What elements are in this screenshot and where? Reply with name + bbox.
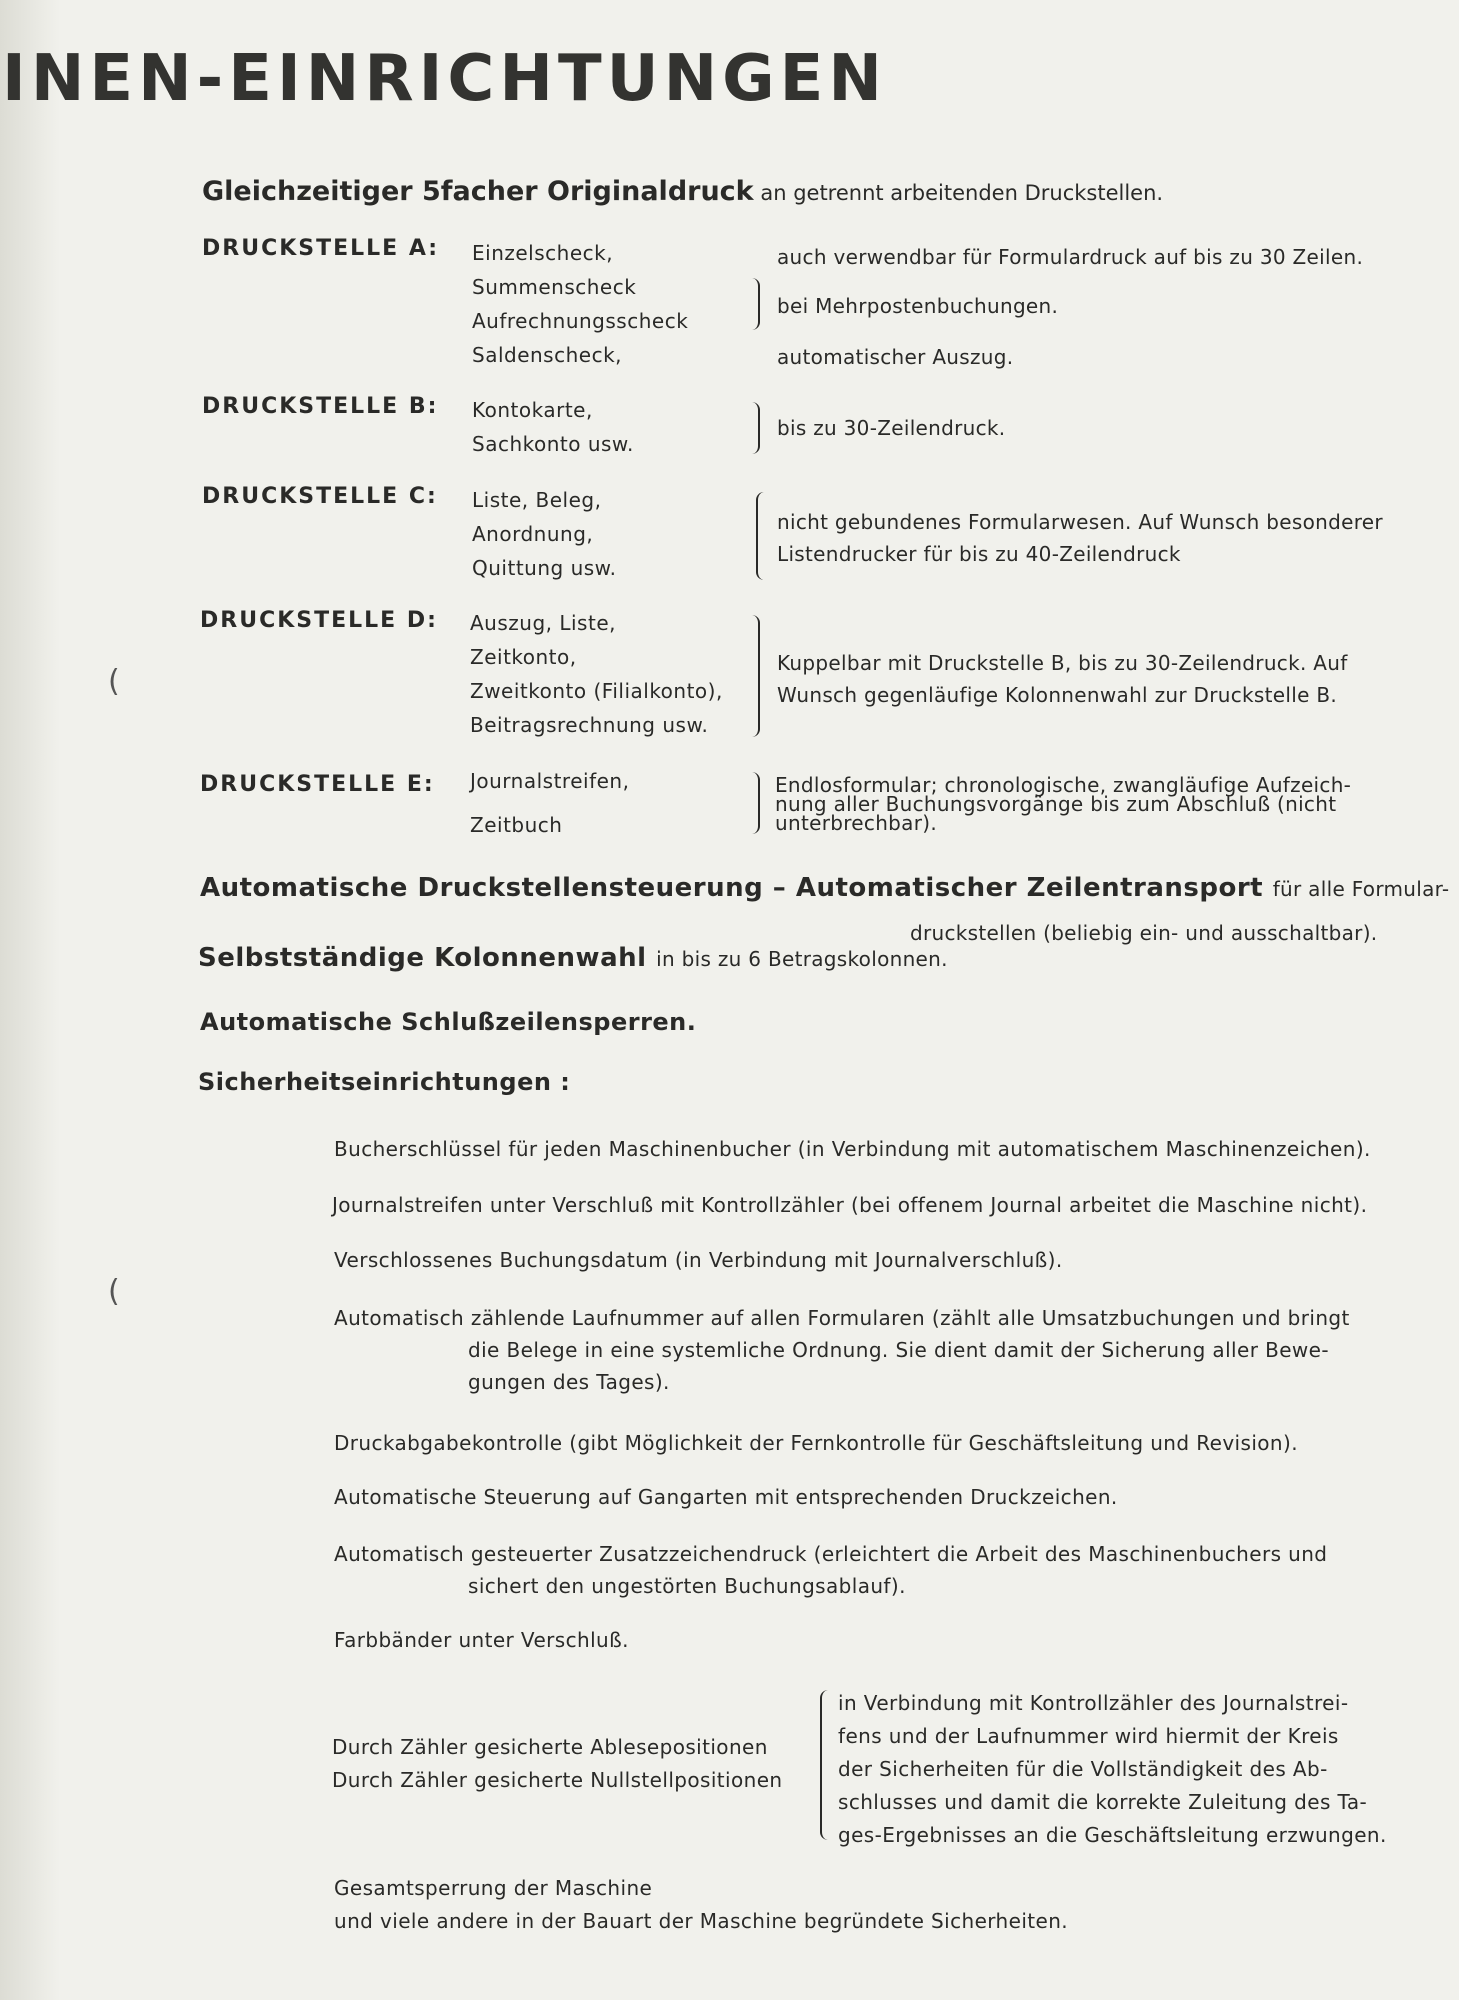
brace <box>756 492 768 580</box>
zaehler-ablese: Durch Zähler gesicherte Ablesepositionen <box>332 1735 768 1759</box>
auto-steuerung-rest2: druckstellen (beliebig ein- und ausschaltbar). <box>910 921 1378 945</box>
sicherheit-item-8: Farbbänder unter Verschluß. <box>334 1628 629 1652</box>
list-item: Kontokarte, <box>472 398 593 422</box>
sicherheit-item-5: Druckabgabekontrolle (gibt Möglichkeit der Fernkontrolle für Geschäftsleitung und Revision). <box>334 1431 1298 1455</box>
sicherheit-item-7b: sichert den ungestörten Buchungsablauf). <box>468 1574 906 1598</box>
kolonnenwahl-line <box>198 943 948 973</box>
list-item: Auszug, Liste, <box>470 611 616 635</box>
note-line: ges-Ergebnisses an die Geschäftsleitung erzwungen. <box>838 1823 1387 1847</box>
druckstelle-a-note-1: auch verwendbar für Formulardruck auf bis zu 30 Zeilen. <box>777 245 1364 269</box>
list-item: Zeitbuch <box>470 813 563 837</box>
sicherheit-item-6: Automatische Steuerung auf Gangarten mit entsprechenden Druckzeichen. <box>334 1485 1118 1509</box>
list-item: Beitragsrechnung usw. <box>470 713 709 737</box>
kolonnenwahl-rest: in bis zu 6 Betragskolonnen. <box>656 947 948 971</box>
note-line: nung aller Buchungsvorgänge bis zum Abschluß (nicht <box>775 792 1337 816</box>
list-item: Einzelscheck, <box>472 241 614 265</box>
druckstelle-d-items <box>470 606 723 742</box>
druckstelle-d-note-2: Wunsch gegenläufige Kolonnenwahl zur Druckstelle B. <box>777 683 1338 707</box>
druckstelle-d-note-1: Kuppelbar mit Druckstelle B, bis zu 30-Zeilendruck. Auf <box>777 651 1348 675</box>
druckstelle-b-label: DRUCKSTELLE B: <box>202 394 439 419</box>
zaehler-notes <box>838 1687 1387 1852</box>
zaehler-nullstell: Durch Zähler gesicherte Nullstellpositionen <box>332 1768 783 1792</box>
druckstelle-b-items <box>472 393 634 461</box>
sicherheit-item-3: Verschlossenes Buchungsdatum (in Verbindung mit Journalverschluß). <box>334 1248 1063 1272</box>
sicherheit-item-4a: Automatisch zählende Laufnummer auf allen Formularen (zählt alle Umsatzbuchungen und bringt <box>334 1306 1350 1330</box>
brace <box>748 278 760 330</box>
list-item: Saldenscheck, <box>472 343 623 367</box>
sicherheit-item-4b: die Belege in eine systemliche Ordnung. Sie dient damit der Sicherung aller Bewe- <box>468 1338 1329 1362</box>
sicherheit-item-2: Journalstreifen unter Verschluß mit Kontrollzähler (bei offenem Journal arbeitet die Maschine nicht). <box>332 1193 1368 1217</box>
brace <box>820 1690 832 1840</box>
note-line: in Verbindung mit Kontrollzähler des Journalstrei- <box>838 1691 1349 1715</box>
intro-bold: Gleichzeitiger 5facher Originaldruck <box>202 176 754 207</box>
list-item: Liste, Beleg, <box>472 488 602 512</box>
druckstelle-c-note-1: nicht gebundenes Formularwesen. Auf Wunsch besonderer <box>777 510 1383 534</box>
page-title: INEN-EINRICHTUNGEN <box>2 42 887 116</box>
intro-line <box>202 176 1163 207</box>
druckstelle-b-note: bis zu 30-Zeilendruck. <box>777 416 1006 440</box>
list-item: Anordnung, <box>472 522 594 546</box>
druckstelle-a-items <box>472 236 688 372</box>
druckstelle-c-note-2: Listendrucker für bis zu 40-Zeilendruck <box>777 542 1181 566</box>
auto-steuerung-bold: Automatische Druckstellensteuerung – Automatischer Zeilentransport <box>200 873 1264 903</box>
andere-sicherheiten: und viele andere in der Bauart der Maschine begründete Sicherheiten. <box>334 1909 1069 1933</box>
note-line: Endlosformular; chronologische, zwangläufige Aufzeich- <box>775 773 1352 797</box>
auto-steuerung-rest1: für alle Formular- <box>1272 877 1450 901</box>
druckstelle-a-note-3: automatischer Auszug. <box>777 345 1014 369</box>
paper-mark: ( <box>108 664 120 699</box>
gesamtsperrung: Gesamtsperrung der Maschine <box>334 1876 653 1900</box>
page-edge-shadow <box>0 0 60 2000</box>
paper-mark: ( <box>108 1274 120 1309</box>
note-line: unterbrechbar). <box>775 811 938 835</box>
druckstelle-c-label: DRUCKSTELLE C: <box>202 484 438 509</box>
auto-steuerung-line <box>200 873 1449 903</box>
druckstelle-d-label: DRUCKSTELLE D: <box>200 608 438 633</box>
druckstelle-e-items <box>470 764 629 842</box>
note-line: fens und der Laufnummer wird hiermit der Kreis <box>838 1724 1339 1748</box>
note-line: der Sicherheiten für die Vollständigkeit des Ab- <box>838 1757 1328 1781</box>
list-item: Zeitkonto, <box>470 645 577 669</box>
kolonnenwahl-bold: Selbstständige Kolonnenwahl <box>198 943 647 973</box>
intro-rest: an getrennt arbeitenden Druckstellen. <box>760 181 1164 205</box>
sicherheit-item-4c: gungen des Tages). <box>468 1370 670 1394</box>
druckstelle-a-note-2: bei Mehrpostenbuchungen. <box>777 294 1059 318</box>
brace <box>748 615 760 737</box>
list-item: Zweitkonto (Filialkonto), <box>470 679 723 703</box>
list-item: Summenscheck <box>472 275 637 299</box>
list-item: Sachkonto usw. <box>472 432 634 456</box>
druckstelle-c-items <box>472 483 617 585</box>
druckstelle-e-notes <box>775 773 1352 835</box>
brace <box>748 402 760 454</box>
schlusszeilen-heading: Automatische Schlußzeilensperren. <box>200 1008 697 1036</box>
list-item: Journalstreifen, <box>470 769 630 793</box>
sicherheit-item-7a: Automatisch gesteuerter Zusatzzeichendruck (erleichtert die Arbeit des Maschinenbuchers und <box>334 1542 1328 1566</box>
brace <box>748 772 760 834</box>
sicherheit-item-1: Bucherschlüssel für jeden Maschinenbucher (in Verbindung mit automatischem Maschinenzeichen). <box>334 1137 1371 1161</box>
list-item: Aufrechnungsscheck <box>472 309 689 333</box>
list-item: Quittung usw. <box>472 556 617 580</box>
note-line: schlusses und damit die korrekte Zuleitung des Ta- <box>838 1790 1368 1814</box>
druckstelle-e-label: DRUCKSTELLE E: <box>200 772 435 797</box>
druckstelle-a-label: DRUCKSTELLE A: <box>202 236 440 261</box>
sicherheit-heading: Sicherheitseinrichtungen : <box>198 1068 571 1096</box>
